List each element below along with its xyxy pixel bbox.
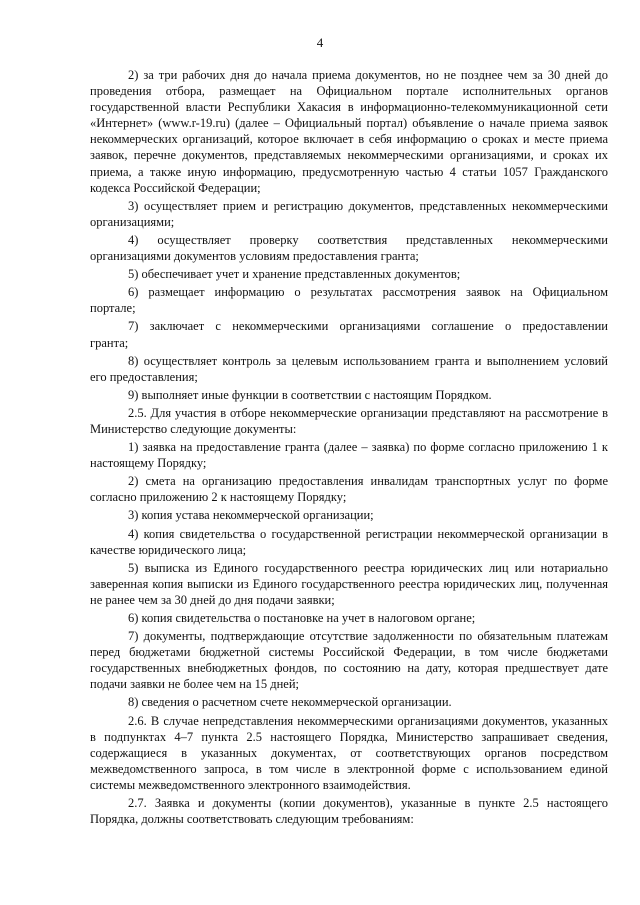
paragraph-item-4: 4) осуществляет проверку соответствия представленных некоммерческими организациями документов условиям предоставления гранта; (90, 232, 608, 264)
paragraph-2-5-item-2: 2) смета на организацию предоставления инвалидам транспортных услуг по форме согласно приложению 2 к настоящему Порядку; (90, 474, 608, 505)
paragraph-2-6: 2.6. В случае непредставления некоммерческими организациями документов, указанных в подпунктах 4–7 пункта 2.5 настоящего Порядка, Министерство запрашивает сведения, содержащиеся в указанных документах, от соответствующих органов посредством межведомственного запроса, в том числе в электронной форме с использованием единой системы межведомственного электронного взаимодействия. (90, 713, 608, 792)
paragraph-2-5-item-1: 1) заявка на предоставление гранта (далее – заявка) по форме согласно приложению 1 к настоящему Порядку; (90, 440, 608, 471)
paragraph-item-7: 7) заключает с некоммерческими организациями соглашение о предоставлении гранта; (90, 319, 608, 350)
paragraph-2-5-item-7: 7) документы, подтверждающие отсутствие задолженности по обязательным платежам перед бюджетами бюджетной системы Российской Федерации, в том числе бюджетами государственных внебюджетных фондов, по состоянию на дату, которая предшествует дате подачи заявки не более чем на 15 дней; (90, 629, 608, 692)
page-number: 4 (316, 35, 324, 50)
paragraph-2-5-item-3: 3) копия устава некоммерческой организации; (128, 508, 374, 523)
paragraph-2-5-item-8: 8) сведения о расчетном счете некоммерческой организации. (128, 695, 452, 710)
paragraph-2-5-item-4: 4) копия свидетельства о государственной регистрации некоммерческой организации в качестве юридического лица; (90, 526, 608, 557)
paragraph-item-8: 8) осуществляет контроль за целевым использованием гранта и выполнением условий его предоставления; (90, 353, 608, 384)
paragraph-item-3: 3) осуществляет прием и регистрацию документов, представленных некоммерческими организациями; (90, 198, 608, 229)
paragraph-2-5: 2.5. Для участия в отборе некоммерческие организации представляют на рассмотрение в Министерство следующие документы: (90, 405, 608, 436)
document-body (90, 67, 608, 829)
paragraph-item-9: 9) выполняет иные функции в соответствии с настоящим Порядком. (128, 387, 492, 402)
paragraph-2-7: 2.7. Заявка и документы (копии документов), указанные в пункте 2.5 настоящего Порядка, должны соответствовать следующим требованиям: (90, 796, 608, 827)
paragraph-item-2: 2) за три рабочих дня до начала приема документов, но не позднее чем за 30 дней до проведения отбора, размещает на Официальном портале исполнительных органов государственной власти Республики Хакасия в информационно-телекоммуникационной сети «Интернет» (www.r-19.ru) (далее – Официальный портал) объявление о начале приема заявок некоммерческих организаций, которое включает в себя информацию о сроках и месте приема заявок, перечне документов, представляемых некоммерческими организациями, и сроках их приема, а также иную информацию, предусмотренную частью 4 статьи 1057 Гражданского кодекса Российской Федерации; (90, 68, 608, 195)
paragraph-item-6: 6) размещает информацию о результатах рассмотрения заявок на Официальном портале; (90, 285, 608, 316)
paragraph-item-5: 5) обеспечивает учет и хранение представленных документов; (128, 267, 461, 282)
paragraph-2-5-item-6: 6) копия свидетельства о постановке на учет в налоговом органе; (128, 611, 476, 625)
paragraph-2-5-item-5: 5) выписка из Единого государственного реестра юридических лиц или нотариально заверенная копия выписки из Единого государственного реестра юридических лиц, полученная не ранее чем за 30 дней до дня подачи заявки; (90, 560, 608, 607)
